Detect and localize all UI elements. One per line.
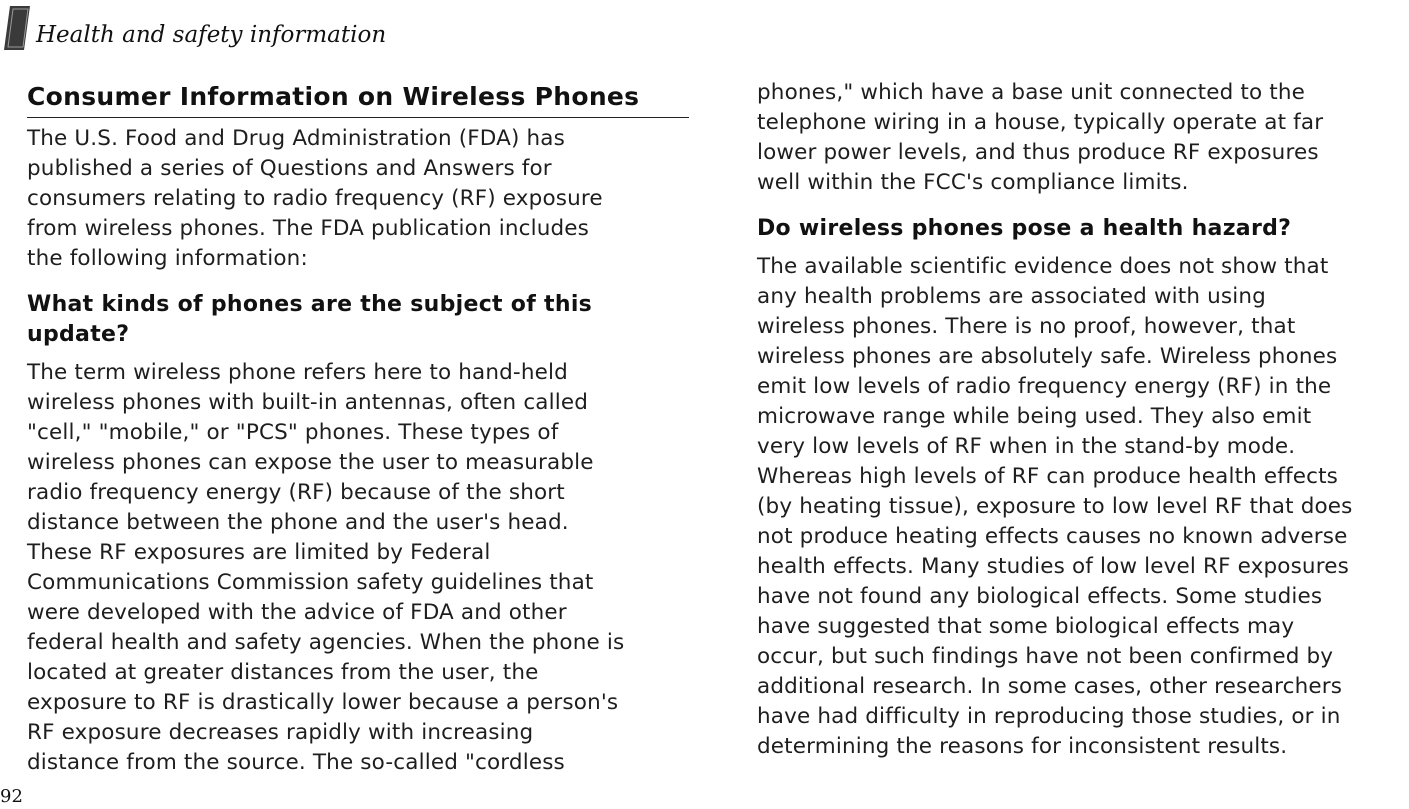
answer-line: These RF exposures are limited by Federal (27, 540, 491, 565)
answer-line: distance between the phone and the user's head. (27, 510, 569, 535)
answer-line: emit low levels of radio frequency energy (RF) in the (757, 374, 1332, 399)
answer-line: RF exposure decreases rapidly with increasing (27, 720, 534, 745)
answer-line: located at greater distances from the user, the (27, 660, 539, 685)
answer-line: very low levels of RF when in the stand-by mode. (757, 434, 1296, 459)
answer-line: distance from the source. The so-called "cordless (27, 750, 565, 775)
page-title: Consumer Information on Wireless Phones (27, 82, 640, 111)
question-heading: What kinds of phones are the subject of this (27, 292, 593, 317)
answer-line: microwave range while being used. They also emit (757, 404, 1312, 429)
title-divider (27, 117, 689, 118)
section-marker-icon (4, 6, 32, 50)
answer-line: health effects. Many studies of low level RF exposures (757, 554, 1349, 579)
answer-line: "cell," "mobile," or "PCS" phones. These types of (27, 420, 559, 445)
answer-line: The available scientific evidence does not show that (757, 254, 1329, 279)
intro-line: from wireless phones. The FDA publication includes (27, 216, 589, 241)
answer-line: federal health and safety agencies. When the phone is (27, 630, 625, 655)
answer-line: wireless phones are absolutely safe. Wireless phones (757, 344, 1338, 369)
answer-line: occur, but such findings have not been confirmed by (757, 644, 1334, 669)
answer-line: have suggested that some biological effects may (757, 614, 1295, 639)
intro-line: consumers relating to radio frequency (RF) exposure (27, 186, 603, 211)
answer-line: not produce heating effects causes no known adverse (757, 524, 1348, 549)
answer-line: The term wireless phone refers here to hand-held (27, 360, 568, 385)
answer-line: wireless phones can expose the user to measurable (27, 450, 594, 475)
answer-line: wireless phones. There is no proof, however, that (757, 314, 1296, 339)
answer-line: determining the reasons for inconsistent results. (757, 734, 1288, 759)
answer-line: well within the FCC's compliance limits. (757, 170, 1189, 195)
answer-line: have not found any biological effects. Some studies (757, 584, 1323, 609)
answer-line: Communications Commission safety guidelines that (27, 570, 594, 595)
answer-line: additional research. In some cases, other researchers (757, 674, 1343, 699)
question-heading: Do wireless phones pose a health hazard? (757, 216, 1292, 241)
answer-line: phones," which have a base unit connected to the (757, 80, 1305, 105)
answer-line: lower power levels, and thus produce RF exposures (757, 140, 1319, 165)
question-heading: update? (27, 322, 130, 347)
running-header-title: Health and safety information (36, 22, 387, 48)
answer-line: wireless phones with built-in antennas, often called (27, 390, 589, 415)
answer-line: radio frequency energy (RF) because of the short (27, 480, 565, 505)
intro-line: the following information: (27, 246, 308, 271)
page-number: 92 (0, 786, 23, 807)
answer-line: have had difficulty in reproducing those studies, or in (757, 704, 1341, 729)
intro-line: The U.S. Food and Drug Administration (FDA) has (27, 126, 565, 151)
answer-line: (by heating tissue), exposure to low level RF that does (757, 494, 1353, 519)
answer-line: exposure to RF is drastically lower because a person's (27, 690, 619, 715)
answer-line: were developed with the advice of FDA and other (27, 600, 567, 625)
intro-line: published a series of Questions and Answers for (27, 156, 552, 181)
running-header (4, 2, 524, 54)
answer-line: any health problems are associated with using (757, 284, 1266, 309)
answer-line: telephone wiring in a house, typically operate at far (757, 110, 1324, 135)
answer-line: Whereas high levels of RF can produce health effects (757, 464, 1339, 489)
